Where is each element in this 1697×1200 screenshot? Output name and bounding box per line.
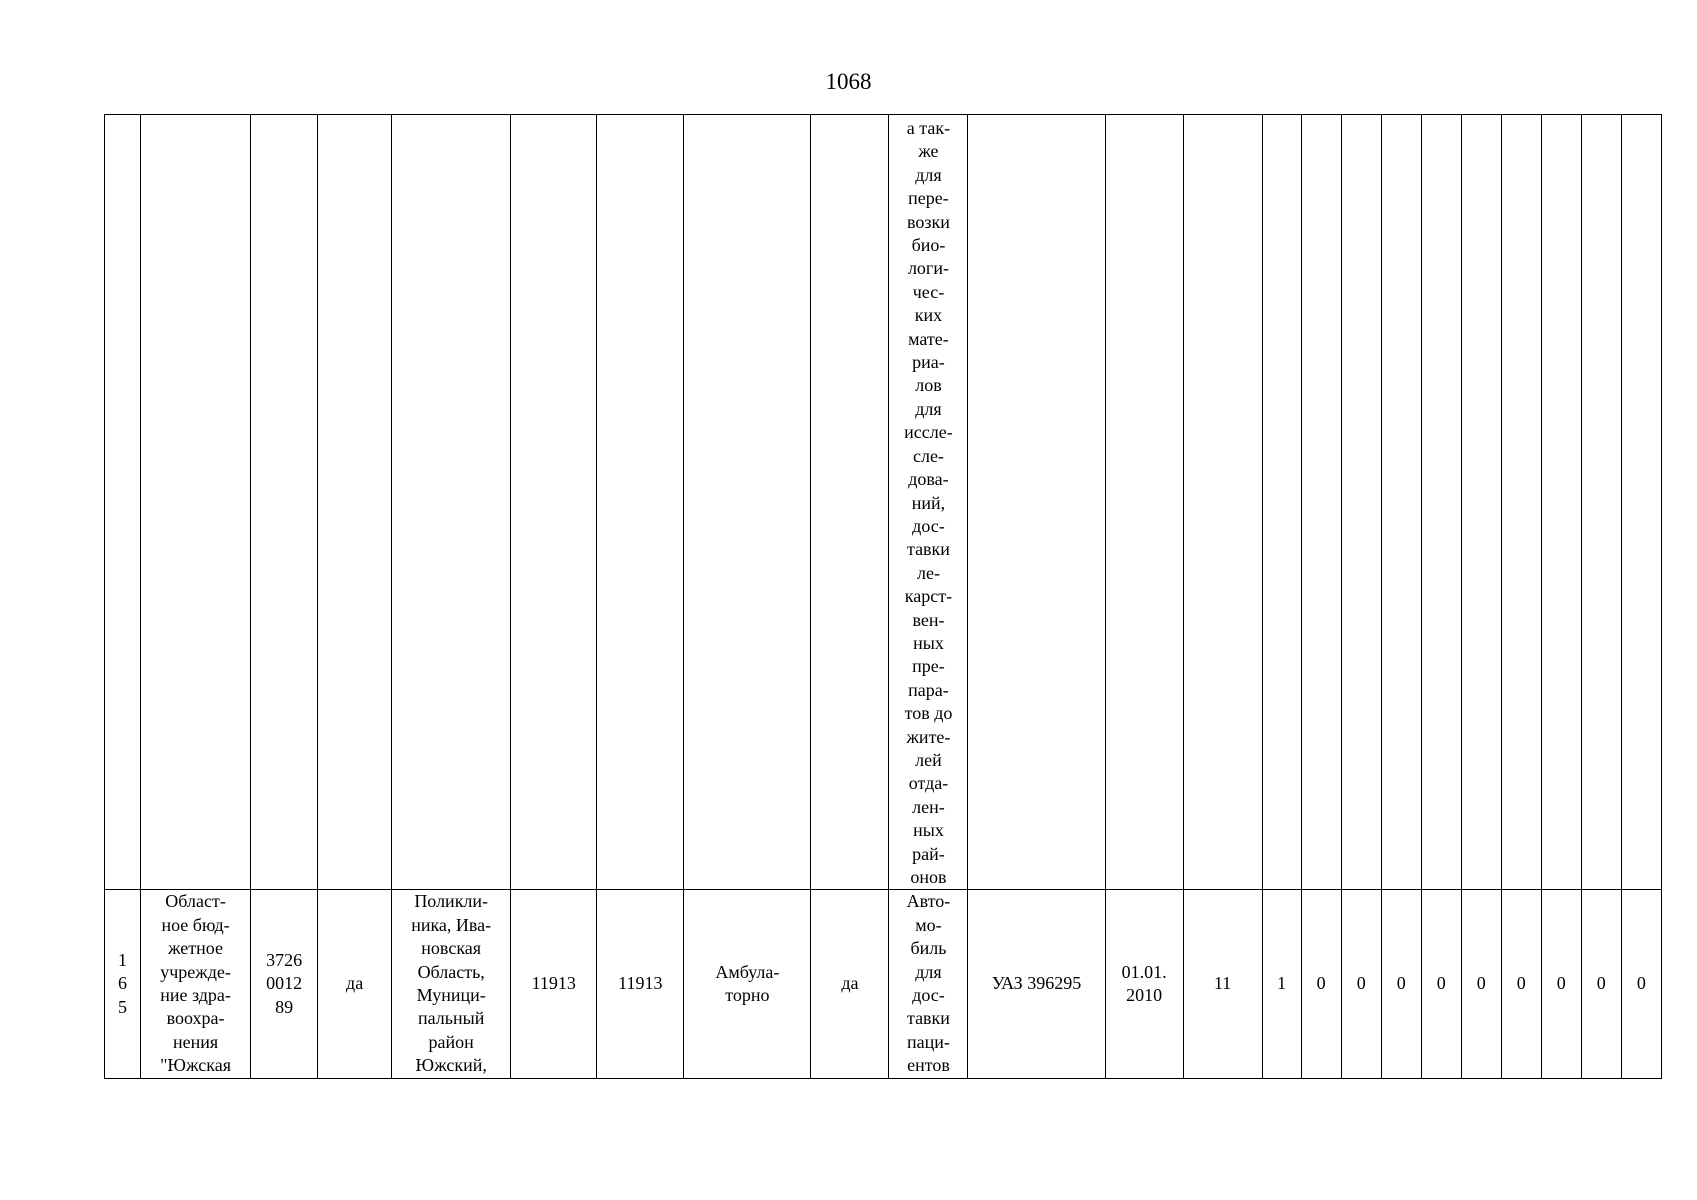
cell-empty xyxy=(1183,115,1262,890)
cell-address: Поликли- ника, Ива- новская Область, Муници- пальный район Южский, xyxy=(392,890,511,1078)
cell-empty xyxy=(1581,115,1621,890)
cell-empty xyxy=(1262,115,1301,890)
cell-empty xyxy=(1421,115,1461,890)
cell-empty xyxy=(1341,115,1381,890)
cell-flag: да xyxy=(318,890,392,1078)
cell-inn: 3726 0012 89 xyxy=(251,890,318,1078)
cell-empty xyxy=(392,115,511,890)
cell-vehicle-model: УАЗ 396295 xyxy=(968,890,1105,1078)
cell-empty xyxy=(968,115,1105,890)
cell-count: 0 xyxy=(1421,890,1461,1078)
cell-code-b: 11913 xyxy=(597,890,684,1078)
cell-purpose: Авто- мо- биль для дос- тавки паци- ентов xyxy=(889,890,968,1078)
cell-count: 0 xyxy=(1581,890,1621,1078)
cell-count: 0 xyxy=(1621,890,1661,1078)
cell-date: 01.01. 2010 xyxy=(1105,890,1183,1078)
cell-count: 0 xyxy=(1381,890,1421,1078)
cell-code-a: 11913 xyxy=(511,890,597,1078)
cell-count: 0 xyxy=(1301,890,1341,1078)
cell-empty xyxy=(1621,115,1661,890)
cell-empty xyxy=(1381,115,1421,890)
registry-table xyxy=(104,114,1662,1079)
cell-empty xyxy=(105,115,141,890)
cell-empty xyxy=(684,115,811,890)
cell-empty xyxy=(1501,115,1541,890)
cell-count: 0 xyxy=(1461,890,1501,1078)
cell-count: 1 xyxy=(1262,890,1301,1078)
cell-count: 0 xyxy=(1501,890,1541,1078)
cell-count: 0 xyxy=(1341,890,1381,1078)
cell-empty xyxy=(811,115,889,890)
cell-empty xyxy=(511,115,597,890)
table-row-continuation xyxy=(105,115,1662,890)
cell-empty xyxy=(251,115,318,890)
cell-organization: Област- ное бюд- жетное учрежде- ние здра- воохра- нения "Южская xyxy=(141,890,251,1078)
cell-empty xyxy=(1541,115,1581,890)
cell-age: 11 xyxy=(1183,890,1262,1078)
cell-index: 1 6 5 xyxy=(105,890,141,1078)
cell-flag-2: да xyxy=(811,890,889,1078)
table-row xyxy=(105,890,1662,1078)
cell-empty xyxy=(597,115,684,890)
cell-purpose-continued: а так- же для пере- возки био- логи- чес- ких мате- риа- лов для иссле- сле- дова- ний, дос- тавки ле- карст- вен- ных пре- пара- тов до жите- лей отда- лен- ных рай- онов xyxy=(889,115,968,890)
cell-empty xyxy=(1301,115,1341,890)
cell-count: 0 xyxy=(1541,890,1581,1078)
cell-empty xyxy=(318,115,392,890)
cell-empty xyxy=(141,115,251,890)
cell-care-type: Амбула- торно xyxy=(684,890,811,1078)
cell-empty xyxy=(1461,115,1501,890)
cell-empty xyxy=(1105,115,1183,890)
page-number: 1068 xyxy=(825,69,872,94)
